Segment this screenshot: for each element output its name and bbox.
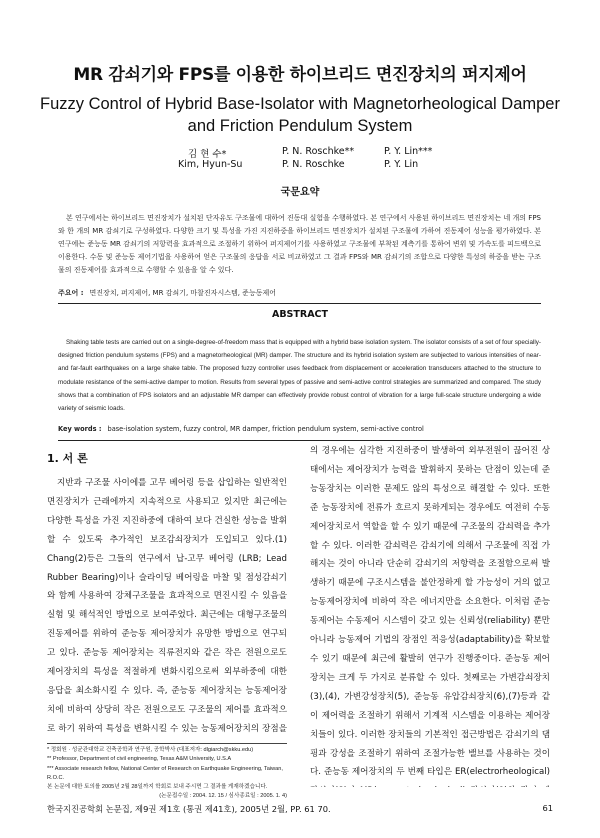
footnote-5: (논문접수일 : 2004. 12. 15 / 심사종료일 : 2005. 1. 4): [159, 793, 287, 800]
page-number: 61: [542, 803, 553, 813]
body-column-right: [310, 442, 550, 787]
body-column-left: [47, 474, 287, 738]
english-title: [0, 93, 600, 137]
right-column-paragraph: 의 경우에는 심각한 지진하중이 발생하여 외부전원이 끊어진 상태에서는 제어장치가 능력을 발휘하지 못하는 단점이 있는데 준 능동장치는 이러한 문제도 않의 특성으로 해결할 수 있다. 또한 준 능동장치에 전류가 흐르지 못하게되는 경우에도 여전히 수동 제어장치로서 역할을 할 수 있기 때문에 구조물의 감쇠력을 추가할 수 있다. 이러한 감쇠력은 감쇠기에 의해서 구조물에 직접 가해지는 것이 아니라 단순히 감쇠기의 저항력을 조절함으로써 발생하기 때문에 구조시스템을 불안정하게 할 가능성이 거의 없고 능동제어장치에 비하여 작은 에너지만을 소요한다. 이처럼 준능동제어는 수동제어 시스템이 갖고 있는 신뢰성(reliability) 뿐만 아니라 능동제어 기법의 장점인 적응성(adaptability)을 확보할 수 있기 때문에 최근에 활발히 연구가 진행중이다. 준능동 제어장치는 크게 두 가지로 분류할 수 있다. 첫째로는 가변감쇠장치(3),(4), 가변강성장치(5), 준능동 유압감쇠장치(6),(7)등과 같이 제어력을 조절하기 위해서 기계적 시스템을 이용하는 제어장치들이 있다. 이러한 장치들의 기본적인 접근방법은 감쇠기의 댐핑과 강성을 조절하기 위하여 조절가능한 밸브를 사용하는 것이다. 준능동 제어장치의 두 번째 타입은 ER(electrorheological): [310, 446, 550, 778]
korean-keywords-text: 면진장치, 퍼지제어, MR 감쇠기, 마찰진자시스템, 준능동제어: [89, 289, 276, 297]
author-1-ko: 김 현 수*: [188, 149, 227, 160]
footnote-2: ** Professor, Department of civil engineering, Texas A&M University, U.S.A: [47, 756, 232, 763]
english-abstract: Shaking table tests are carried out on a single-degree-of-freedom mass that is equipped with a hybrid base isolation system. The isolator consists of a set of four specially-designed friction pendulum systems (FPS) and a magnetorheological (MR) damper. The structure and its hybrid isolation system are subjected to various intensities of near- and far-fault earthquakes on a large shake table. The proposed fuzzy controller uses feedback from displacement or acceleration transducers attached to the structure to modulate resistance of the semi-active damper to motion. Results from several types of passive and semi-active control strategies are summarized and compared. The study shows that a combination of FPS isolators and an adjustable MR damper can effectively provide robust control of vibration for a large full-scale structure undergoing a wide variety of seismic loads.: [58, 339, 541, 413]
divider-bottom: [58, 440, 541, 441]
author-row-korean: [0, 146, 600, 160]
english-keywords: [58, 425, 541, 433]
english-keywords-text: base-isolation system, fuzzy control, MR damper, friction pendulum system, semi-active control: [107, 425, 424, 433]
author-3-en: P. Y. Lin: [384, 159, 419, 170]
footnote-1: * 정회원 · 성균관대학교 건축공학과 연구원, 공학박사 (대표저자: dlgiarch@skku.edu): [47, 747, 254, 753]
footnote-rule: [47, 743, 287, 744]
left-column-paragraph: 지반과 구조물 사이에를 고무 베어링 등을 삽입하는 일반적인 면진장치가 근래에까지 지속적으로 사용되고 있지만 최근에는 다양한 특성을 가진 지진하중에 대하여 보다 건실한 성능을 발휘할 수 있도록 추가적인 보조감쇠장치가 도입되고 있다.(1) Chang(2)등은 그들의 연구에서 납-고무 베어링 (LRB; Lead Rubber Bearing)이나 슬라이딩 베어링을 마찰 및 점성감쇠기와 함께 사용하여 강체구조물을 효과적으로 면진시킬 수 있음을 실험 및 해석적인 방법으로 보여주었다. 최근에는 대형구조물의 진동제어를 위하여 준능동 제어장치가 유망한 방법으로 연구되고 있다. 준능동 제어장치는 직류전지와 같은 작은 전원으로도 제어장치의 특성을 적절하게 변화시킴으로써 외부하중에 대한 응답을 최소화시킬 수 있다. 즉, 준능동 제어장치는 능동제어장치에 비하여 상당히 작은 전원으로도 구조물의 제어를 효과적으로 하기 위하여 특성을 변화시킬 수 있는 능동제어장치의 장점을: [47, 478, 287, 734]
author-1-en: Kim, Hyun-Su: [178, 159, 243, 170]
journal-citation: 한국지진공학회 논문집, 제9권 제1호 (통권 제41호), 2005년 2월, PP. 61 70.: [47, 804, 331, 814]
author-3-ko: P. Y. Lin***: [384, 146, 433, 157]
korean-keywords-label: 주요어 :: [58, 289, 84, 297]
english-title-line-1: Fuzzy Control of Hybrid Base-Isolator with Magnetorheological Damper: [40, 95, 560, 113]
author-2-en: P. N. Roschke: [282, 159, 345, 170]
footnote-4: 본 논문에 대한 토의를 2005년 2월 28일까지 학회로 보내 주시면 그 결과를 게재하겠습니다.: [47, 784, 268, 791]
footnotes: [47, 746, 287, 802]
english-abstract-heading: ABSTRACT: [271, 309, 329, 320]
english-keywords-label: Key words :: [58, 425, 102, 433]
page-footer: [47, 803, 553, 815]
english-title-line-2: and Friction Pendulum System: [187, 117, 413, 135]
korean-abstract: 본 연구에서는 하이브리드 면진장치가 설치된 단자유도 구조물에 대하여 진동대 실험을 수행하였다. 본 연구에서 사용된 하이브리드 면진장치는 네 개의 FPS와 한 개의 MR 감쇠기로 구성하였다. 다양한 크기 및 특성을 가진 지진하중을 하이브리드 면진장치가 설치된 구조물에 가하여 진동제어 성능을 평가하였다. 본 연구에는 준능동 MR 감쇠기의 저항력을 효과적으로 조절하기 위하여 퍼지제어기를 사용하였고 구조물에 부착된 계측기를 통하여 변위 및 가속도를 피드백으로 이용한다. 수동 및 준능동 제어기법을 사용하여 얻은 구조물의 응답을 서로 비교하였고 그 결과 FPS와 MR 감쇠기의 조합으로 다양한 특성의 하중을 받는 구조물의 진동제어를 효과적으로 수행할 수 있음을 알 수 있다.: [58, 214, 541, 274]
author-row-english: [0, 159, 600, 173]
author-2-ko: P. N. Roschke**: [282, 146, 355, 157]
korean-abstract-heading: 국문요약: [280, 187, 320, 198]
korean-keywords: [58, 288, 541, 298]
divider-top: [58, 303, 541, 304]
korean-title: MR 감쇠기와 FPS를 이용한 하이브리드 면진장치의 퍼지제어: [73, 65, 527, 85]
section-1-heading: 1. 서 론: [47, 452, 88, 465]
footnote-3: *** Associate research fellow, National Center of Research on Earthquake Engineering, Taiwan, R.O.C.: [47, 765, 283, 781]
